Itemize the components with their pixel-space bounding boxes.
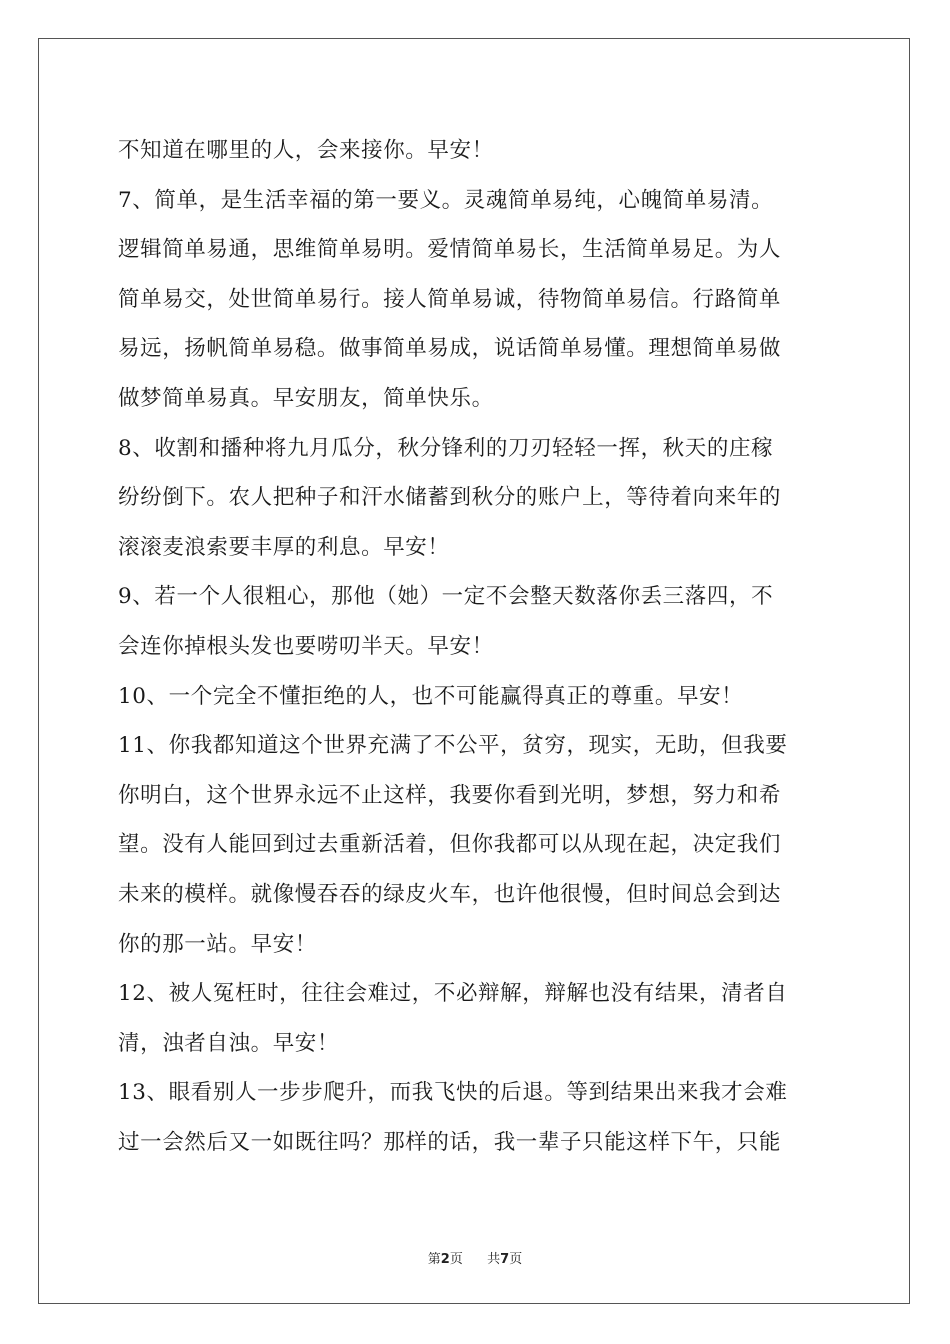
text-line: 逻辑简单易通，思维简单易明。爱情简单易长，生活简单易足。为人 xyxy=(118,237,782,263)
text-line: 清，浊者自浊。早安！ xyxy=(118,1030,340,1056)
text-line: 你明白，这个世界永远不止这样，我要你看到光明，梦想，努力和希 xyxy=(118,782,782,808)
text-line: 9、若一个人很粗心，那他（她）一定不会整天数落你丢三落四，不 xyxy=(118,584,774,610)
current-page: 2 xyxy=(440,1252,450,1267)
text-line: 滚滚麦浪索要丰厚的利息。早安！ xyxy=(118,534,450,560)
text-line: 简单易交，处世简单易行。接人简单易诚，待物简单易信。行路简单 xyxy=(118,286,782,312)
page-total xyxy=(487,1248,522,1267)
text-line: 不知道在哪里的人，会来接你。早安！ xyxy=(118,138,494,163)
page-prefix: 第 xyxy=(427,1252,441,1267)
total-prefix: 共 xyxy=(487,1252,501,1267)
total-pages: 7 xyxy=(500,1252,510,1267)
text-line: 做梦简单易真。早安朋友，简单快乐。 xyxy=(118,385,494,411)
text-line: 7、简单，是生活幸福的第一要义。灵魂简单易纯，心魄简单易清。 xyxy=(118,187,774,213)
text-line: 易远，扬帆简单易稳。做事简单易成，说话简单易懂。理想简单易做 xyxy=(118,336,782,362)
page-suffix: 页 xyxy=(449,1252,463,1267)
text-line: 你的那一站。早安！ xyxy=(118,931,317,957)
text-line: 13、眼看别人一步步爬升，而我飞快的后退。等到结果出来我才会难 xyxy=(118,1080,788,1106)
text-line: 11、你我都知道这个世界充满了不公平，贫穷，现实，无助，但我要 xyxy=(118,733,788,759)
page-footer xyxy=(0,1248,950,1267)
document-body xyxy=(118,126,838,1167)
text-line: 纷纷倒下。农人把种子和汗水储蓄到秋分的账户上，等待着向来年的 xyxy=(118,485,782,511)
text-line: 会连你掉根头发也要唠叨半天。早安！ xyxy=(118,633,494,659)
text-line: 过一会然后又一如既往吗？那样的话，我一辈子只能这样下午，只能 xyxy=(118,1129,782,1155)
total-suffix: 页 xyxy=(509,1252,523,1267)
text-line: 12、被人冤枉时，往往会难过，不必辩解，辩解也没有结果，清者自 xyxy=(118,981,788,1007)
text-line: 望。没有人能回到过去重新活着，但你我都可以从现在起，决定我们 xyxy=(118,832,782,858)
text-line: 8、收割和播种将九月瓜分，秋分锋利的刀刃轻轻一挥，秋天的庄稼 xyxy=(118,435,774,461)
page-number xyxy=(428,1248,463,1267)
text-line: 未来的模样。就像慢吞吞的绿皮火车，也许他很慢，但时间总会到达 xyxy=(118,881,782,907)
text-line: 10、一个完全不懂拒绝的人，也不可能赢得真正的尊重。早安！ xyxy=(118,683,744,709)
